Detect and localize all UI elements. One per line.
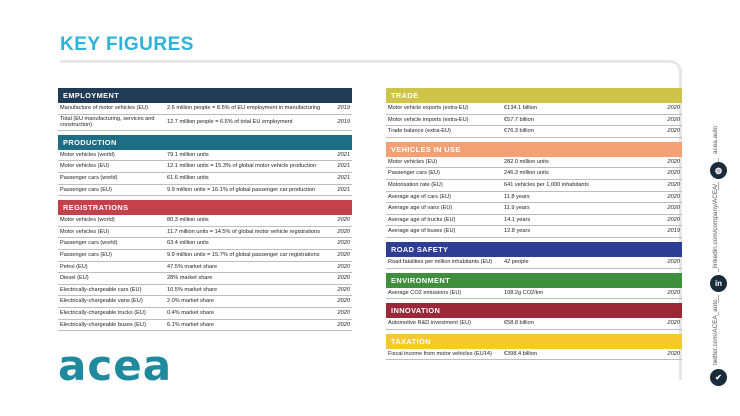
row-year: 2020 bbox=[667, 350, 680, 357]
table-row bbox=[58, 103, 352, 115]
environment-section bbox=[386, 273, 682, 300]
row-year: 2020 bbox=[667, 320, 680, 327]
row-year: 2020 bbox=[667, 181, 680, 188]
road-safety-header: ROAD SAFETY bbox=[386, 242, 682, 257]
table-row bbox=[58, 115, 352, 131]
row-year: 2019 bbox=[337, 105, 350, 111]
row-label: Petrol (EU) bbox=[60, 263, 88, 270]
row-label: Motor vehicles (EU) bbox=[388, 158, 438, 165]
row-value: €58.8 billion bbox=[504, 320, 534, 327]
row-label: Passenger cars (world) bbox=[60, 174, 118, 181]
row-label: Motor vehicle exports (extra-EU) bbox=[388, 105, 469, 111]
row-value: €57.7 billion bbox=[504, 116, 534, 123]
table-row bbox=[386, 103, 682, 115]
row-year: 2021 bbox=[337, 151, 350, 158]
row-year: 2020 bbox=[667, 158, 680, 165]
row-value: 80.3 million units bbox=[167, 217, 209, 224]
row-label: Average CO2 emissions (EU) bbox=[388, 289, 462, 296]
row-label: Total (EU manufacturing, services and construction) bbox=[60, 115, 155, 129]
table-row bbox=[386, 226, 682, 238]
row-label: Passenger cars (EU) bbox=[60, 186, 112, 193]
row-label: Average age of trucks (EU) bbox=[388, 216, 456, 223]
row-year: 2020 bbox=[337, 286, 350, 293]
environment-header: ENVIRONMENT bbox=[386, 273, 682, 288]
row-label: Passenger cars (EU) bbox=[60, 251, 112, 258]
registrations-header: REGISTRATIONS bbox=[58, 200, 352, 215]
row-year: 2020 bbox=[667, 116, 680, 123]
table-row bbox=[58, 238, 352, 250]
left-column bbox=[58, 88, 352, 335]
row-value: 10.5% market share bbox=[167, 286, 218, 293]
table-row bbox=[386, 157, 682, 169]
employment-section bbox=[58, 88, 352, 131]
row-year: 2020 bbox=[667, 205, 680, 212]
innovation-section bbox=[386, 303, 682, 330]
row-label: Diesel (EU) bbox=[60, 275, 89, 282]
row-value: 11.8 years bbox=[504, 193, 530, 200]
table-row bbox=[386, 349, 682, 361]
row-label: Electrically-chargeable trucks (EU) bbox=[60, 309, 146, 316]
table-row bbox=[58, 227, 352, 239]
twitter-icon[interactable]: ✔ bbox=[710, 369, 727, 386]
production-header: PRODUCTION bbox=[58, 135, 352, 150]
row-value: 12.1 million units = 15.3% of global motor vehicle production bbox=[167, 163, 317, 170]
registrations-section bbox=[58, 200, 352, 331]
row-label: Automotive R&D investment (EU) bbox=[388, 320, 471, 327]
table-row bbox=[58, 173, 352, 185]
row-year: 2021 bbox=[337, 174, 350, 181]
linkedin-link[interactable]: linkedin.com/company/ACEA/ bbox=[712, 183, 719, 268]
trade-header: TRADE bbox=[386, 88, 682, 103]
table-row bbox=[58, 296, 352, 308]
table-row bbox=[58, 185, 352, 197]
row-value: 9.9 million units = 16.1% of global passenger car production bbox=[167, 186, 316, 193]
table-row bbox=[386, 115, 682, 127]
row-label: Manufacture of motor vehicles (EU) bbox=[60, 105, 148, 111]
table-row bbox=[386, 288, 682, 300]
row-year: 2020 bbox=[667, 289, 680, 296]
row-value: 2.6 million people = 8.5% of EU employment in manufacturing bbox=[167, 105, 321, 111]
twitter-link[interactable]: twitter.com/ACEA_auto bbox=[712, 299, 719, 365]
row-value: 11.9 years bbox=[504, 205, 530, 212]
row-value: 63.4 million units bbox=[167, 240, 209, 247]
table-row bbox=[58, 215, 352, 227]
row-label: Trade balance (extra-EU) bbox=[388, 128, 451, 135]
row-label: Road fatalities per million inhabitants (EU) bbox=[388, 258, 493, 265]
trade-section bbox=[386, 88, 682, 138]
table-row bbox=[386, 126, 682, 138]
row-label: Motorisation rate (EU) bbox=[388, 181, 443, 188]
vehicles-in-use-section bbox=[386, 142, 682, 238]
row-label: Motor vehicles (EU) bbox=[60, 228, 110, 235]
row-value: 2.0% market share bbox=[167, 298, 214, 305]
right-column bbox=[386, 88, 682, 364]
row-value: 28% market share bbox=[167, 275, 213, 282]
acea-logo: acea bbox=[58, 341, 173, 390]
row-label: Motor vehicles (world) bbox=[60, 151, 115, 158]
table-row bbox=[58, 285, 352, 297]
production-section bbox=[58, 135, 352, 196]
row-value: 0.4% market share bbox=[167, 309, 214, 316]
row-value: 282.0 million units bbox=[504, 158, 549, 165]
row-value: 79.1 million units bbox=[167, 151, 209, 158]
row-value: 9.9 million units = 15.7% of global passenger car registrations bbox=[167, 251, 320, 258]
row-label: Passenger cars (world) bbox=[60, 240, 118, 247]
row-value: 47.5% market share bbox=[167, 263, 218, 270]
table-row bbox=[386, 215, 682, 227]
table-row bbox=[58, 250, 352, 262]
row-year: 2020 bbox=[667, 128, 680, 135]
globe-icon[interactable]: ◍ bbox=[710, 162, 727, 179]
row-year: 2020 bbox=[337, 263, 350, 270]
row-year: 2020 bbox=[667, 170, 680, 177]
table-row bbox=[58, 150, 352, 162]
table-row bbox=[58, 161, 352, 173]
row-label: Electrically-chargeable vans (EU) bbox=[60, 298, 143, 305]
row-year: 2020 bbox=[667, 216, 680, 223]
social-links-bar bbox=[706, 122, 732, 390]
table-row bbox=[386, 180, 682, 192]
row-label: Average age of buses (EU) bbox=[388, 228, 456, 235]
row-value: 11.7 million units = 14.5% of global motor vehicle registrations bbox=[167, 228, 321, 235]
table-row bbox=[58, 308, 352, 320]
vehicles-in-use-header: VEHICLES IN USE bbox=[386, 142, 682, 157]
row-year: 2019 bbox=[337, 118, 350, 125]
row-year: 2020 bbox=[337, 228, 350, 235]
table-row bbox=[58, 273, 352, 285]
taxation-section bbox=[386, 334, 682, 361]
innovation-header: INNOVATION bbox=[386, 303, 682, 318]
row-value: 12.8 years bbox=[504, 228, 531, 235]
website-link[interactable]: acea.auto bbox=[712, 125, 719, 154]
row-value: 12.7 million people = 6.6% of total EU employment bbox=[167, 118, 293, 125]
table-row bbox=[386, 168, 682, 180]
row-year: 2020 bbox=[337, 217, 350, 224]
page-title: KEY FIGURES bbox=[60, 34, 194, 55]
row-label: Motor vehicle imports (extra-EU) bbox=[388, 116, 469, 123]
table-row bbox=[386, 192, 682, 204]
row-value: 6.1% market share bbox=[167, 321, 214, 328]
row-year: 2021 bbox=[337, 186, 350, 193]
row-year: 2020 bbox=[667, 258, 680, 265]
row-year: 2020 bbox=[337, 275, 350, 282]
row-year: 2020 bbox=[337, 298, 350, 305]
row-value: €398.4 billion bbox=[504, 350, 537, 357]
row-year: 2020 bbox=[337, 321, 350, 328]
row-year: 2020 bbox=[667, 105, 680, 111]
linkedin-icon[interactable]: in bbox=[710, 275, 727, 292]
row-value: €76.3 billion bbox=[504, 128, 534, 135]
row-year: 2020 bbox=[337, 240, 350, 247]
row-year: 2020 bbox=[337, 309, 350, 316]
row-label: Electrically-chargeable cars (EU) bbox=[60, 286, 142, 293]
row-value: 42 people bbox=[504, 258, 529, 265]
table-row bbox=[58, 262, 352, 274]
table-row bbox=[386, 257, 682, 269]
row-label: Motor vehicles (world) bbox=[60, 217, 115, 224]
row-label: Passenger cars (EU) bbox=[388, 170, 440, 177]
row-label: Average age of cars (EU) bbox=[388, 193, 452, 200]
divider bbox=[718, 268, 719, 272]
employment-header: EMPLOYMENT bbox=[58, 88, 352, 103]
row-value: 14.1 years bbox=[504, 216, 531, 223]
row-year: 2020 bbox=[667, 193, 680, 200]
table-row bbox=[386, 318, 682, 330]
row-year: 2021 bbox=[337, 163, 350, 170]
row-value: 61.6 million units bbox=[167, 174, 209, 181]
taxation-header: TAXATION bbox=[386, 334, 682, 349]
row-value: 641 vehicles per 1,000 inhabitants bbox=[504, 181, 589, 188]
road-safety-section bbox=[386, 242, 682, 269]
row-value: 246.3 million units bbox=[504, 170, 549, 177]
row-label: Fiscal income from motor vehicles (EU14) bbox=[388, 350, 492, 357]
row-year: 2019 bbox=[667, 228, 680, 235]
row-value: 108.2g CO2/km bbox=[504, 289, 544, 296]
row-year: 2020 bbox=[337, 251, 350, 258]
row-label: Motor vehicles (EU) bbox=[60, 163, 110, 170]
table-row bbox=[58, 320, 352, 332]
table-row bbox=[386, 203, 682, 215]
row-value: €134.1 billion bbox=[504, 105, 537, 111]
row-label: Average age of vans (EU) bbox=[388, 205, 453, 212]
row-label: Electrically-chargeable buses (EU) bbox=[60, 321, 146, 328]
decorative-frame-top bbox=[60, 60, 682, 72]
